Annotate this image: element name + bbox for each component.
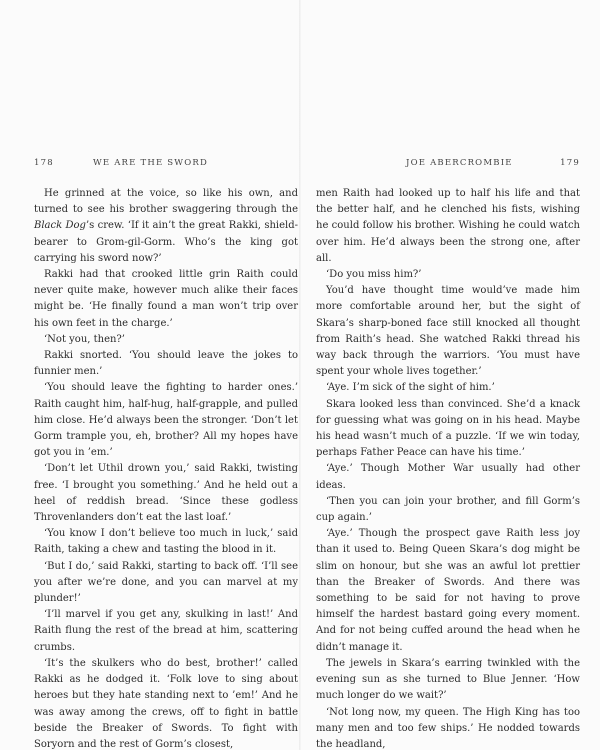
text-run: ‘Not you, then?’ <box>44 334 125 345</box>
paragraph <box>316 186 580 267</box>
text-run: ‘Aye.’ Though Mother War usually had other ideas. <box>316 463 580 490</box>
paragraph <box>316 526 580 656</box>
right-running-header <box>316 158 580 172</box>
text-run: Skara looked less than convinced. She’d a knack for guessing what was going on in his head. Maybe his head wasn’t much of a puzzle. ‘If we win today, perhaps Father Peace can have his time.’ <box>316 399 580 459</box>
paragraph <box>34 380 298 461</box>
text-run: ‘You should leave the fighting to harder ones.’ Raith caught him, half-hug, half-grapple, and pulled him close. He’d always been the stronger. ‘Don’t let Gorm trample you, eh, brother? All my hopes have got you in ’em.’ <box>34 382 298 458</box>
text-run: men Raith had looked up to half his life and that the better half, and he clenched his fists, wishing he could follow his brother. Wishing he could watch over him. He’d always been the strong one, after all. <box>316 188 580 264</box>
text-run: ’s crew. ‘If it ain’t the great Rakki, shield-bearer to Grom-gil-Gorm. Who’s the king got carrying his sword now?’ <box>34 220 298 263</box>
paragraph <box>34 267 298 332</box>
paragraph <box>34 559 298 608</box>
text-run: ‘I’ll marvel if you get any, skulking in last!’ And Raith flung the rest of the bread at him, scattering crumbs. <box>34 609 298 652</box>
paragraph <box>316 283 580 380</box>
left-running-header <box>34 158 298 172</box>
left-page <box>34 158 298 753</box>
text-run: ‘But I do,’ said Rakki, starting to back off. ‘I’ll see you after we’re done, and you can marvel at my plunder!’ <box>34 561 298 604</box>
text-run: The jewels in Skara’s earring twinkled with the evening sun as she turned to Blue Jenner. ‘How much longer do we wait?’ <box>316 658 580 701</box>
left-running-head: WE ARE THE SWORD <box>93 158 208 168</box>
paragraph <box>34 607 298 656</box>
text-run: ‘Then you can join your brother, and fill Gorm’s cup again.’ <box>316 496 580 523</box>
right-page-number: 179 <box>560 158 580 168</box>
paragraph <box>316 494 580 526</box>
right-running-head: JOE ABERCROMBIE <box>406 158 513 168</box>
text-run: Rakki snorted. ‘You should leave the jokes to funnier men.’ <box>34 350 298 377</box>
book-gutter <box>299 0 301 750</box>
paragraph <box>34 186 298 267</box>
left-page-text <box>34 186 298 753</box>
left-page-number: 178 <box>34 158 54 168</box>
paragraph <box>34 526 298 558</box>
text-run: Rakki had that crooked little grin Raith could never quite make, however much alike their faces might be. ‘He finally found a man won’t trip over his own feet in the charge.’ <box>34 269 298 329</box>
paragraph <box>34 656 298 753</box>
paragraph <box>316 461 580 493</box>
text-run: ‘It’s the skulkers who do best, brother!’ called Rakki as he dodged it. ‘Folk love to sing about heroes but they hate standing next to ’em!’ And he was away among the crews, off to fight in battle beside the Breaker of Swords. To fight with Soryorn and the rest of Gorm’s closest, <box>34 658 298 750</box>
text-run: ‘Aye.’ Though the prospect gave Raith less joy than it used to. Being Queen Skara’s dog might be slim on honour, but she was an awful lot prettier than the Breaker of Swords. And there was something to be said for not having to prove himself the hardest bastard going every moment. And for not being cuffed around the head when he didn’t manage it. <box>316 528 580 652</box>
text-run: He grinned at the voice, so like his own, and turned to see his brother swaggering through the <box>34 188 298 215</box>
right-page-text <box>316 186 580 753</box>
paragraph <box>34 332 298 348</box>
text-run: ‘You know I don’t believe too much in luck,’ said Raith, taking a chew and tasting the blood in it. <box>34 528 298 555</box>
text-run: You’d have thought time would’ve made him more comfortable around her, but the sight of Skara’s sharp-boned face still knocked all thought from Raith’s head. She watched Rakki thread his way back through the warriors. ‘You must have spent your whole lives together.’ <box>316 285 580 377</box>
paragraph <box>316 705 580 753</box>
paragraph <box>316 656 580 705</box>
paragraph <box>34 348 298 380</box>
paragraph <box>316 380 580 396</box>
text-run: ‘Do you miss him?’ <box>326 269 421 280</box>
text-run: ‘Not long now, my queen. The High King has too many men and too few ships.’ He nodded towards the headland, <box>316 707 580 750</box>
right-page <box>316 158 580 753</box>
text-run: ‘Don’t let Uthil drown you,’ said Rakki, twisting free. ‘I brought you something.’ And he held out a heel of reddish bread. ‘Since these godless Throvenlanders don’t eat the last loaf.’ <box>34 463 298 523</box>
text-run: ‘Aye. I’m sick of the sight of him.’ <box>326 382 495 393</box>
paragraph <box>316 397 580 462</box>
paragraph <box>34 461 298 526</box>
italic-text: Black Dog <box>34 220 86 231</box>
paragraph <box>316 267 580 283</box>
